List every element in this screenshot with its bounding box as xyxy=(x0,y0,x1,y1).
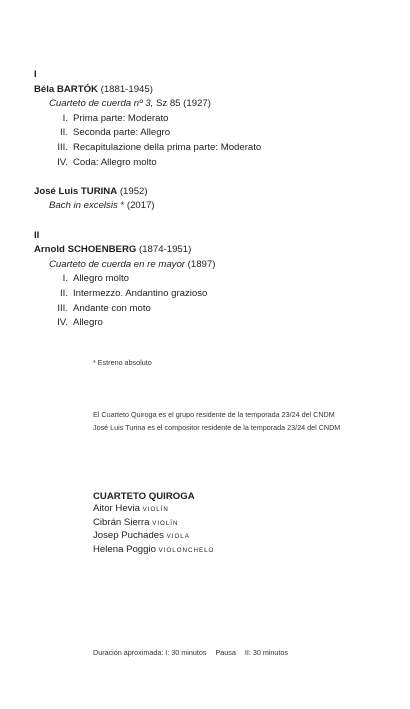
work-catalogue: Sz 85 (1927) xyxy=(155,98,211,110)
composer-bartok xyxy=(34,83,394,98)
composer-schoenberg xyxy=(34,243,394,258)
movement-title: Coda: Allegro molto xyxy=(73,156,157,168)
performers-block xyxy=(93,491,214,557)
movement-number: IV. xyxy=(57,317,68,329)
ensemble-name: CUARTETO QUIROGA xyxy=(93,491,195,502)
work-schoenberg-quartet xyxy=(34,258,394,273)
residency-line-quartet: El Cuarteto Quiroga es el grupo residente de la temporada 23/24 del CNDM xyxy=(93,410,335,419)
movement-number: I. xyxy=(62,112,68,124)
movement-title: Allegro xyxy=(73,317,103,329)
performer-row xyxy=(93,530,214,543)
movement-item xyxy=(34,141,394,156)
work-bach-in-excelsis xyxy=(34,199,394,214)
movement-list-bartok xyxy=(34,112,394,170)
performer-instrument: VIOLONCHELO xyxy=(158,546,215,554)
footnote-premiere: * Estreno absoluto xyxy=(93,358,152,367)
movement-number: II. xyxy=(60,287,68,299)
movement-number: I. xyxy=(62,273,68,285)
duration-part-two: II: 30 minutos xyxy=(244,648,289,657)
movement-item xyxy=(34,287,394,302)
performer-name: Aitor Hevia xyxy=(93,503,140,515)
performer-row xyxy=(93,517,214,530)
composer-name: Béla BARTÓK xyxy=(34,83,98,95)
work-title: Bach in excelsis xyxy=(49,200,118,212)
movement-item xyxy=(34,302,394,317)
work-title: Cuarteto de cuerda en re mayor xyxy=(49,258,185,270)
program-listing xyxy=(34,68,394,331)
residency-line-composer: José Luis Turina es el compositor residente de la temporada 23/24 del CNDM xyxy=(93,423,341,432)
movement-title: Andante con moto xyxy=(73,302,151,314)
duration-line xyxy=(93,648,288,657)
performer-instrument: VIOLÍN xyxy=(142,506,169,514)
part-two-heading: II xyxy=(34,229,40,241)
performer-name: Josep Puchades xyxy=(93,530,164,542)
performer-row xyxy=(93,544,214,557)
movement-number: III. xyxy=(57,302,68,314)
movement-number: II. xyxy=(60,127,68,139)
composer-name: Arnold SCHOENBERG xyxy=(34,244,137,256)
performer-instrument: VIOLÍN xyxy=(152,519,179,527)
work-year: (1897) xyxy=(187,258,216,270)
part-one-heading: I xyxy=(34,69,37,80)
movement-list-schoenberg xyxy=(34,272,394,330)
performer-row xyxy=(93,503,214,516)
composer-turina xyxy=(34,185,394,200)
composer-name: José Luis TURINA xyxy=(34,185,118,197)
movement-item xyxy=(34,272,394,287)
performer-name: Cibrán Sierra xyxy=(93,516,150,528)
movement-item xyxy=(34,156,394,171)
spacer xyxy=(34,170,394,185)
performer-instrument: VIOLA xyxy=(166,533,190,541)
movement-title: Recapitulazione della prima parte: Moderato xyxy=(73,141,262,153)
performer-name: Helena Poggio xyxy=(93,543,156,555)
movement-item xyxy=(34,112,394,127)
composer-dates: (1874-1951) xyxy=(139,244,192,256)
movement-item xyxy=(34,126,394,141)
composer-dates: (1881-1945) xyxy=(100,83,153,95)
movement-title: Allegro molto xyxy=(73,273,129,285)
movement-item xyxy=(34,316,394,331)
work-bartok-quartet xyxy=(34,97,394,112)
movement-number: III. xyxy=(57,141,68,153)
residency-note xyxy=(93,408,340,434)
movement-title: Seconda parte: Allegro xyxy=(73,127,171,139)
duration-part-one: Duración aproximada: I: 30 minutos xyxy=(93,648,207,657)
work-premiere-year: * (2017) xyxy=(120,200,155,212)
movement-title: Prima parte: Moderato xyxy=(73,112,169,124)
movement-title: Intermezzo. Andantino grazioso xyxy=(73,287,208,299)
composer-dates: (1952) xyxy=(119,185,148,197)
work-title: Cuarteto de cuerda nº 3, xyxy=(49,98,154,110)
duration-pause: Pausa xyxy=(215,648,236,657)
movement-number: IV. xyxy=(57,156,68,168)
spacer xyxy=(34,214,394,229)
